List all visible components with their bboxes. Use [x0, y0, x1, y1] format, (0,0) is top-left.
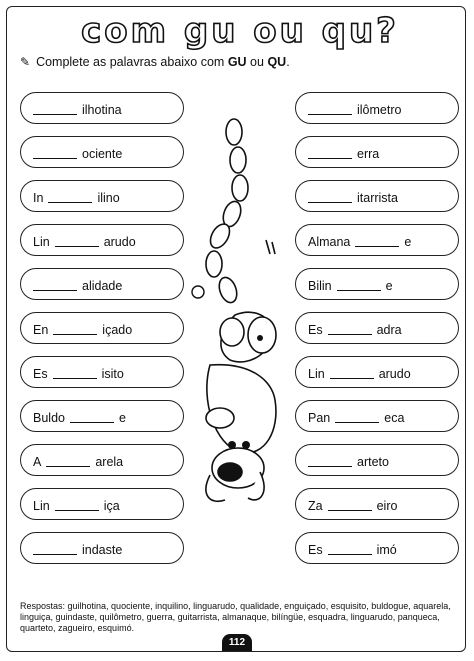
word-suffix: iça: [103, 499, 120, 513]
answer-blank[interactable]: [328, 509, 372, 511]
word-pill: [20, 180, 184, 212]
word-prefix: Za: [308, 499, 323, 513]
answer-key: Respostas: guilhotina, quociente, inquilino, linguarudo, qualidade, enguiçado, esquisito, buldogue, aquarela, linguiça, guindaste, quilômetro, guerra, guitarrista, almanaque, bilíngüe, esquadra, linguarudo, panqueca, quarteto, zagueiro, esquimó.: [20, 601, 451, 633]
word-prefix: Pan: [308, 411, 331, 425]
word-prefix: A: [33, 455, 42, 469]
word-suffix: eca: [384, 411, 405, 425]
word-suffix: isito: [101, 367, 124, 381]
word-pill: [295, 312, 459, 344]
word-prefix: In: [33, 191, 44, 205]
word-suffix: indaste: [82, 543, 123, 557]
word-suffix: adra: [376, 323, 402, 337]
instruction-prefix: Complete as palavras abaixo com: [36, 55, 228, 69]
answer-blank[interactable]: [355, 245, 399, 247]
answer-blank[interactable]: [337, 289, 381, 291]
word-pill: [20, 268, 184, 300]
answer-blank[interactable]: [33, 113, 77, 115]
word-pill: [295, 488, 459, 520]
word-pill: [295, 224, 459, 256]
word-pill: [20, 488, 184, 520]
word-prefix: Bilin: [308, 279, 332, 293]
word-suffix: arela: [95, 455, 124, 469]
answer-blank[interactable]: [33, 289, 77, 291]
word-prefix: Es: [308, 543, 323, 557]
word-prefix: Almana: [308, 235, 351, 249]
instruction-qu: QU: [267, 55, 287, 69]
answer-blank[interactable]: [330, 377, 374, 379]
right-word-column: [295, 92, 459, 576]
word-pill: [20, 312, 184, 344]
word-prefix: Es: [308, 323, 323, 337]
word-suffix: ilhotina: [82, 103, 122, 117]
answer-blank[interactable]: [308, 201, 352, 203]
answer-blank[interactable]: [53, 377, 97, 379]
word-pill: [295, 136, 459, 168]
word-suffix: arudo: [378, 367, 411, 381]
answer-blank[interactable]: [70, 421, 114, 423]
instruction: [20, 55, 290, 69]
word-suffix: e: [385, 279, 393, 293]
answer-blank[interactable]: [53, 333, 97, 335]
word-suffix: arteto: [357, 455, 389, 469]
word-pill: [295, 268, 459, 300]
word-pill: [295, 180, 459, 212]
word-suffix: ilino: [97, 191, 120, 205]
word-suffix: e: [404, 235, 412, 249]
dog-with-sausages-illustration: [180, 100, 290, 510]
answer-blank[interactable]: [55, 509, 99, 511]
word-suffix: alidade: [82, 279, 123, 293]
pencil-icon: ✎: [20, 55, 31, 69]
answer-blank[interactable]: [46, 465, 90, 467]
answer-blank[interactable]: [33, 157, 77, 159]
word-suffix: ociente: [82, 147, 123, 161]
answer-blank[interactable]: [328, 333, 372, 335]
answer-blank[interactable]: [328, 553, 372, 555]
word-suffix: ilômetro: [357, 103, 402, 117]
word-pill: [20, 356, 184, 388]
word-prefix: Lin: [33, 235, 50, 249]
word-pill: [295, 356, 459, 388]
answer-blank[interactable]: [33, 553, 77, 555]
answer-blank[interactable]: [308, 465, 352, 467]
word-suffix: içado: [102, 323, 133, 337]
word-prefix: Es: [33, 367, 48, 381]
word-pill: [20, 224, 184, 256]
word-prefix: Buldo: [33, 411, 65, 425]
instruction-ou: ou: [246, 55, 268, 69]
answer-blank[interactable]: [55, 245, 99, 247]
word-suffix: itarrista: [357, 191, 398, 205]
word-pill: [20, 400, 184, 432]
word-suffix: e: [118, 411, 126, 425]
word-pill: [295, 444, 459, 476]
word-prefix: Lin: [33, 499, 50, 513]
word-prefix: En: [33, 323, 49, 337]
answer-blank[interactable]: [308, 113, 352, 115]
word-pill: [295, 92, 459, 124]
word-suffix: arudo: [103, 235, 136, 249]
answer-blank[interactable]: [48, 201, 92, 203]
page-number: 112: [222, 634, 252, 651]
word-pill: [20, 92, 184, 124]
instruction-gu: GU: [227, 55, 247, 69]
word-pill: [20, 136, 184, 168]
word-pill: [20, 444, 184, 476]
page-title: com gu ou qu?: [81, 11, 399, 51]
word-pill: [295, 532, 459, 564]
left-word-column: [20, 92, 184, 576]
answer-blank[interactable]: [308, 157, 352, 159]
instruction-suffix: .: [286, 55, 290, 69]
word-prefix: Lin: [308, 367, 325, 381]
word-suffix: eiro: [376, 499, 398, 513]
word-pill: [20, 532, 184, 564]
answer-blank[interactable]: [335, 421, 379, 423]
word-suffix: erra: [357, 147, 380, 161]
word-suffix: imó: [376, 543, 397, 557]
word-pill: [295, 400, 459, 432]
